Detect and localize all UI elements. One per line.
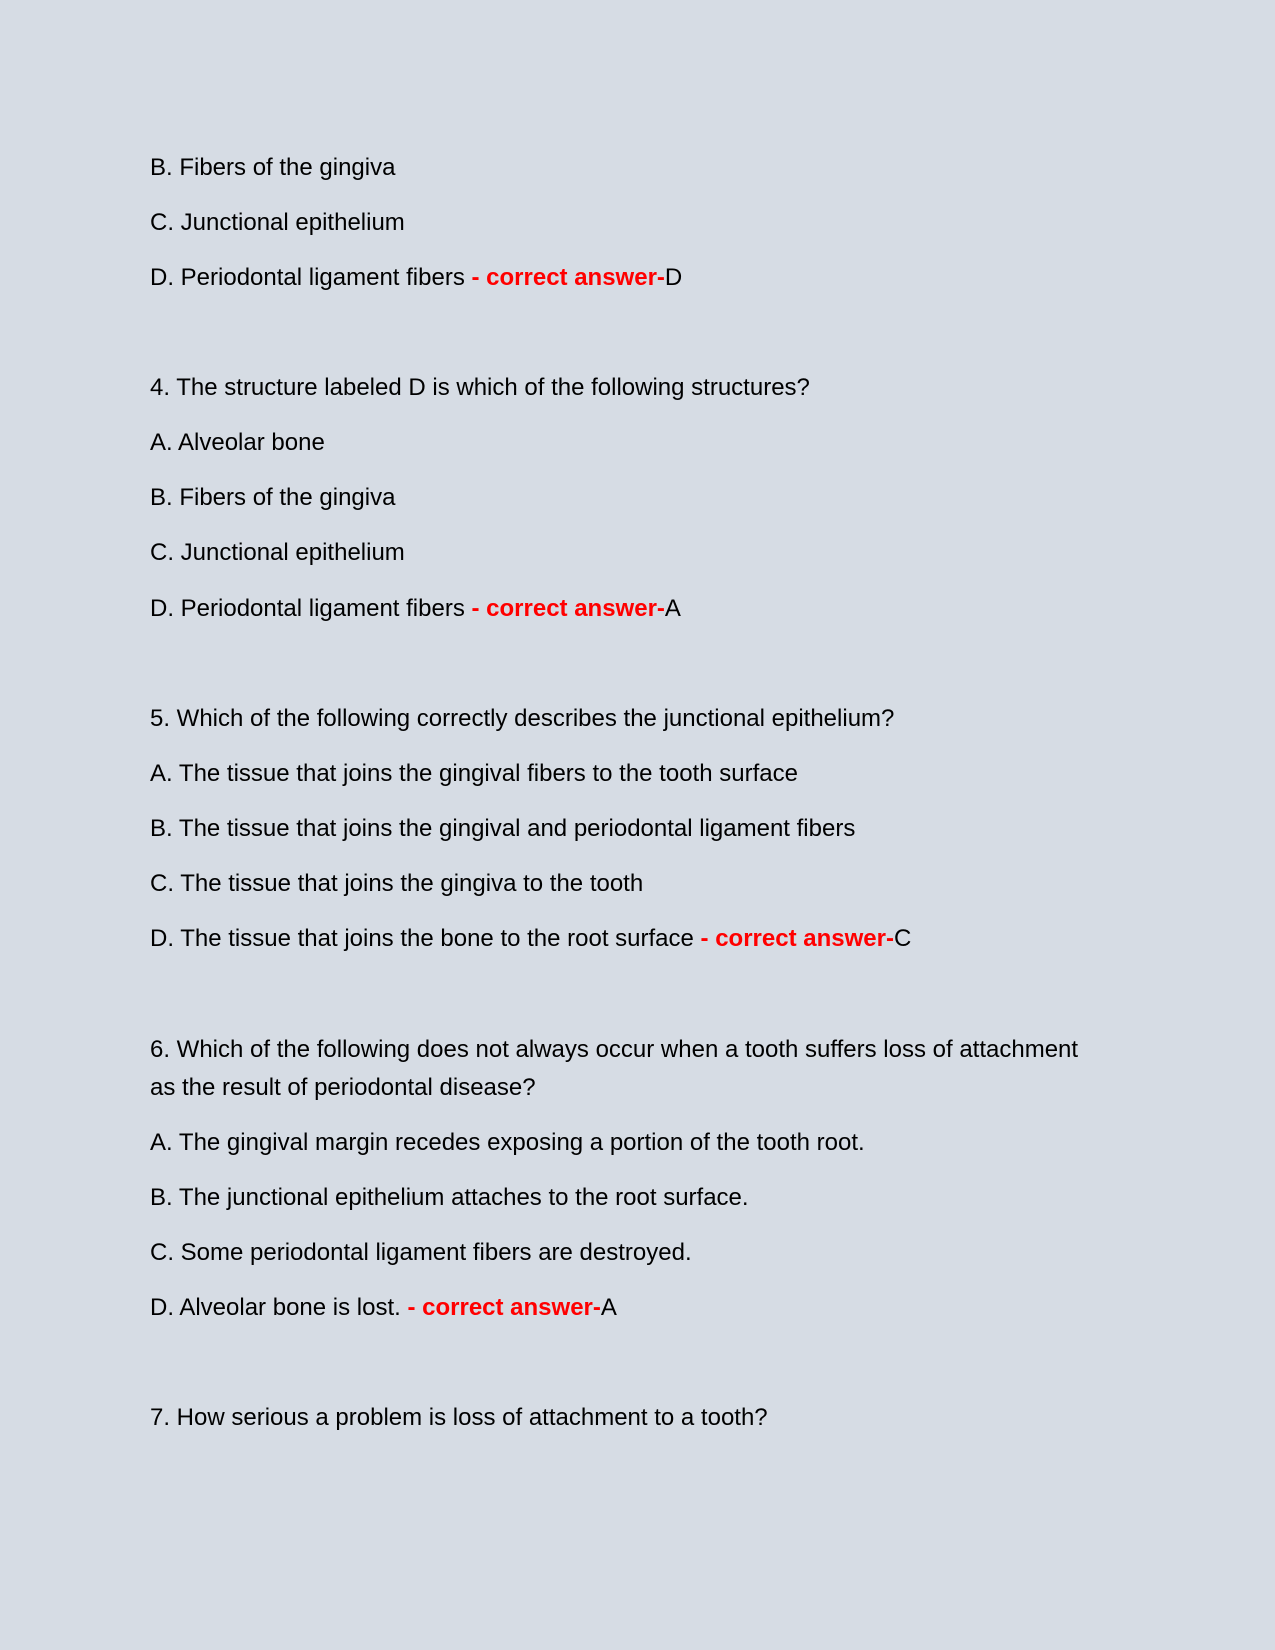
q4-answer-letter: A (664, 595, 681, 622)
q6-answer-letter: A (600, 1294, 617, 1321)
q6-question: 6. Which of the following does not always occur when a tooth suffers loss of attachment as the result of periodontal disease? (150, 1036, 1079, 1101)
answer-marker: - correct answer- (471, 595, 665, 622)
q5-option-b: B. The tissue that joins the gingival and periodontal ligament fibers (150, 815, 856, 842)
q5-option-a: A. The tissue that joins the gingival fibers to the tooth surface (150, 760, 798, 787)
q4-option-d (150, 590, 681, 628)
q5-answer-letter: C (893, 925, 912, 952)
q6-option-a: A. The gingival margin recedes exposing a portion of the tooth root. (150, 1129, 865, 1156)
q5-question: 5. Which of the following correctly describes the junctional epithelium? (150, 705, 895, 732)
q4-option-b: B. Fibers of the gingiva (150, 484, 396, 511)
prev-option-d (150, 259, 682, 297)
prev-answer-letter: D (664, 264, 683, 291)
q5-option-c: C. The tissue that joins the gingiva to the tooth (150, 870, 644, 897)
answer-marker: - correct answer- (471, 264, 665, 291)
answer-marker: - correct answer- (700, 925, 894, 952)
q7-question: 7. How serious a problem is loss of attachment to a tooth? (150, 1404, 768, 1431)
q4-question: 4. The structure labeled D is which of the following structures? (150, 374, 810, 401)
q4-option-c: C. Junctional epithelium (150, 539, 405, 566)
q6-option-d (150, 1289, 617, 1327)
q6-option-d-text: D. Alveolar bone is lost. (150, 1294, 408, 1321)
q6-option-b: B. The junctional epithelium attaches to the root surface. (150, 1184, 749, 1211)
prev-option-c: C. Junctional epithelium (150, 209, 405, 236)
prev-option-d-text: D. Periodontal ligament fibers (150, 264, 472, 291)
q4-option-d-text: D. Periodontal ligament fibers (150, 595, 472, 622)
prev-option-b: B. Fibers of the gingiva (150, 154, 396, 181)
q4-option-a: A. Alveolar bone (150, 429, 325, 456)
q5-option-d-text: D. The tissue that joins the bone to the root surface (150, 925, 701, 952)
q5-option-d (150, 920, 911, 958)
answer-marker: - correct answer- (407, 1294, 601, 1321)
q6-option-c: C. Some periodontal ligament fibers are destroyed. (150, 1239, 692, 1266)
